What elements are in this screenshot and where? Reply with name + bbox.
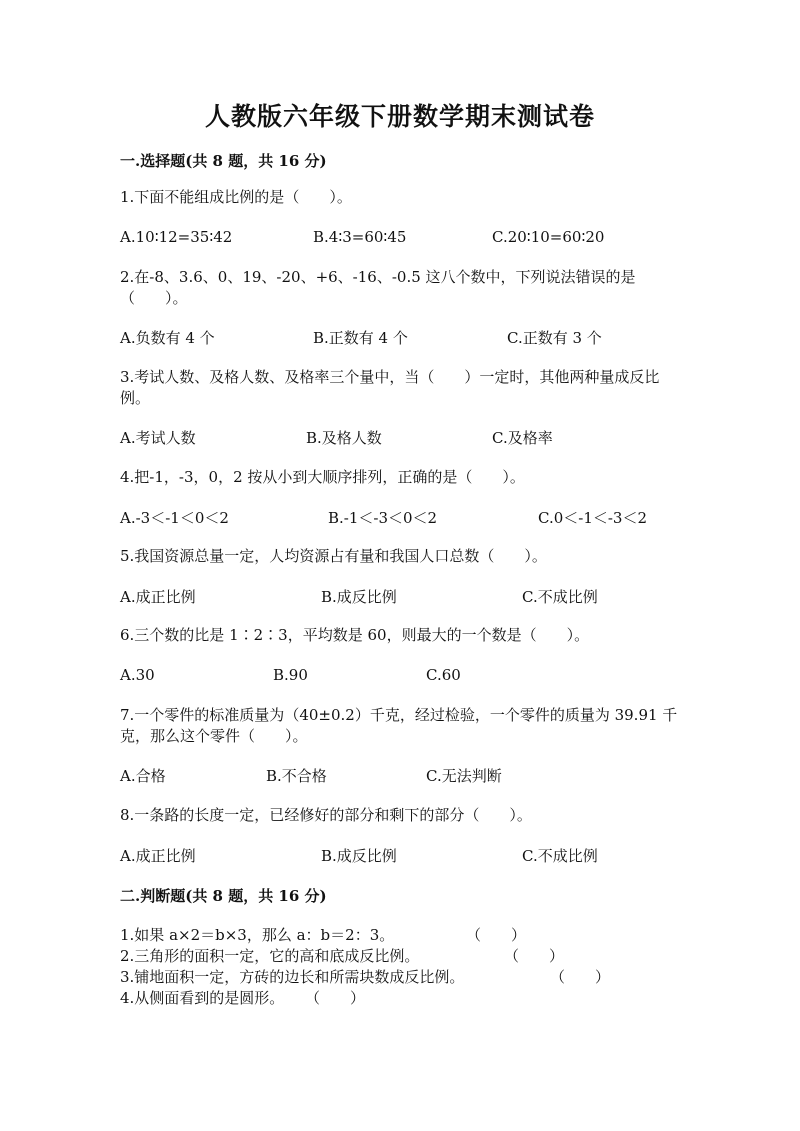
question-6: 6.三个数的比是 1∶2∶3，平均数是 60，则最大的一个数是（ ）。 bbox=[120, 626, 590, 644]
option-a: A.10∶12=35∶42 bbox=[120, 228, 233, 246]
option-a: A.负数有 4 个 bbox=[120, 329, 215, 347]
option-a: A.成正比例 bbox=[120, 847, 196, 865]
option-c: C.20∶10=60∶20 bbox=[492, 228, 605, 246]
answer-blank: （ ） bbox=[466, 926, 527, 944]
question-2: 2.在-8、3.6、0、19、-20、+6、-16、-0.5 这八个数中，下列说法错误的是（ ）。 bbox=[120, 268, 636, 307]
judgment-item-1: 1.如果 a×2＝b×3，那么 a：b＝2：3。 bbox=[120, 926, 395, 944]
option-a: A.30 bbox=[120, 666, 155, 684]
question-3: 3.考试人数、及格人数、及格率三个量中，当（ ）一定时，其他两种量成反比例。 bbox=[120, 368, 660, 407]
option-b: B.成反比例 bbox=[321, 588, 397, 606]
judgment-item-2: 2.三角形的面积一定，它的高和底成反比例。 bbox=[120, 947, 420, 965]
option-a: A.合格 bbox=[120, 767, 166, 785]
question-8: 8.一条路的长度一定，已经修好的部分和剩下的部分（ ）。 bbox=[120, 806, 532, 824]
judgment-item-3: 3.铺地面积一定，方砖的边长和所需块数成反比例。 bbox=[120, 968, 465, 986]
option-c: C.不成比例 bbox=[522, 847, 598, 865]
option-c: C.及格率 bbox=[492, 429, 553, 447]
answer-blank: （ ） bbox=[504, 947, 565, 965]
option-c: C.正数有 3 个 bbox=[507, 329, 602, 347]
option-a: A.-3＜-1＜0＜2 bbox=[120, 509, 229, 527]
section-heading-judgment: 二.判断题(共 8 题，共 16 分) bbox=[120, 887, 327, 905]
section-heading-choice: 一.选择题(共 8 题，共 16 分) bbox=[120, 152, 327, 170]
option-a: A.成正比例 bbox=[120, 588, 196, 606]
judgment-item-4: 4.从侧面看到的是圆形。 bbox=[120, 989, 285, 1007]
option-c: C.60 bbox=[426, 666, 461, 684]
option-b: B.及格人数 bbox=[306, 429, 382, 447]
question-4: 4.把-1，-3，0，2 按从小到大顺序排列，正确的是（ ）。 bbox=[120, 468, 525, 486]
answer-blank: （ ） bbox=[550, 968, 611, 986]
option-c: C.不成比例 bbox=[522, 588, 598, 606]
option-b: B.4∶3=60∶45 bbox=[313, 228, 407, 246]
answer-blank: （ ） bbox=[305, 989, 366, 1007]
option-c: C.无法判断 bbox=[426, 767, 502, 785]
page-title: 人教版六年级下册数学期末测试卷 bbox=[204, 102, 595, 131]
question-5: 5.我国资源总量一定，人均资源占有量和我国人口总数（ ）。 bbox=[120, 547, 547, 565]
option-b: B.成反比例 bbox=[321, 847, 397, 865]
option-a: A.考试人数 bbox=[120, 429, 196, 447]
option-b: B.90 bbox=[273, 666, 308, 684]
question-1: 1.下面不能组成比例的是（ ）。 bbox=[120, 188, 352, 206]
option-c: C.0＜-1＜-3＜2 bbox=[538, 509, 648, 527]
option-b: B.不合格 bbox=[266, 767, 327, 785]
option-b: B.正数有 4 个 bbox=[313, 329, 408, 347]
question-7: 7.一个零件的标准质量为（40±0.2）千克，经过检验，一个零件的质量为 39.91 千克，那么这个零件（ ）。 bbox=[120, 706, 678, 745]
option-b: B.-1＜-3＜0＜2 bbox=[328, 509, 438, 527]
